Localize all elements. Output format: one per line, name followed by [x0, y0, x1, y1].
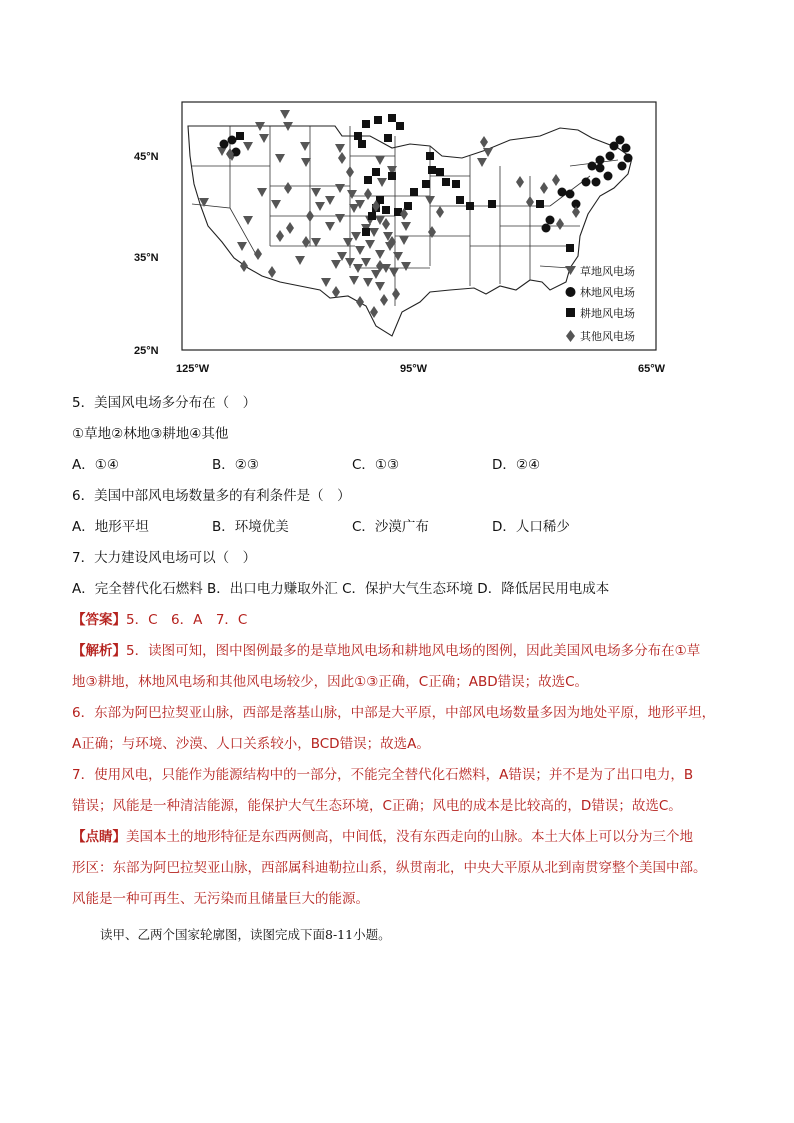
- q7-options: A．完全替代化石燃料 B．出口电力赚取外汇 C．保护大气生态环境 D．降低居民用电成本: [72, 581, 610, 597]
- legend-forest-icon: [566, 287, 576, 297]
- farmland-marker: [410, 188, 418, 196]
- farmland-marker: [428, 166, 436, 174]
- forest-marker: [542, 224, 551, 233]
- forest-marker: [622, 144, 631, 153]
- q5-items: ①草地②林地③耕地④其他: [72, 426, 229, 442]
- q6-option-b[interactable]: B．环境优美: [212, 519, 289, 535]
- analysis-tag: 【解析】: [72, 643, 126, 659]
- lat-label-45: 45°N: [134, 151, 159, 163]
- answer-tag: 【答案】: [72, 612, 126, 628]
- farmland-marker: [422, 180, 430, 188]
- tips-l1: 【点睛】美国本土的地形特征是东西两侧高，中间低，没有东西走向的山脉。本土大体上可以分为三个地: [72, 829, 693, 845]
- q5-option-d[interactable]: D．②④: [492, 457, 541, 473]
- forest-marker: [604, 172, 613, 181]
- analysis-p6-l1: 6．东部为阿巴拉契亚山脉，西部是落基山脉，中部是大平原，中部风电场数量多因为地处平原，地形平坦，: [72, 705, 716, 721]
- q7-stem: 7．大力建设风电场可以（ ）: [72, 550, 257, 566]
- forest-marker: [596, 164, 605, 173]
- q6-option-a[interactable]: A．地形平坦: [72, 519, 149, 535]
- farmland-marker: [364, 176, 372, 184]
- forest-marker: [582, 178, 591, 187]
- farmland-marker: [436, 168, 444, 176]
- farmland-marker: [456, 196, 464, 204]
- forest-marker: [546, 216, 555, 225]
- farmland-marker: [442, 178, 450, 186]
- forest-marker: [618, 162, 627, 171]
- q6-option-d[interactable]: D．人口稀少: [492, 519, 570, 535]
- farmland-marker: [374, 116, 382, 124]
- us-wind-farm-map: [130, 96, 670, 378]
- q5-options: [72, 456, 540, 474]
- next-section-intro: 读甲、乙两个国家轮廓图，读图完成下面8-11小题。: [100, 927, 391, 942]
- q6-option-c[interactable]: C．沙漠广布: [352, 519, 429, 535]
- tips-l2: 形区：东部为阿巴拉契亚山脉，西部属科迪勒拉山系，纵贯南北，中央大平原从北到南贯穿整个美国中部。: [72, 860, 707, 876]
- lon-label-65w: 65°W: [638, 363, 666, 375]
- lat-label-35: 35°N: [134, 252, 159, 264]
- analysis-p7-l1: 7．使用风电，只能作为能源结构中的一部分，不能完全替代化石燃料，A错误；并不是为了出口电力，B: [72, 767, 694, 783]
- farmland-marker: [236, 132, 244, 140]
- legend-forest: 林地风电场: [580, 286, 635, 299]
- farmland-marker: [388, 172, 396, 180]
- tips-l3: 风能是一种可再生、无污染而且储量巨大的能源。: [72, 891, 369, 907]
- answer-line: [72, 611, 247, 629]
- lon-label-95w: 95°W: [400, 363, 428, 375]
- lat-label-25: 25°N: [134, 345, 159, 357]
- farmland-marker: [382, 206, 390, 214]
- forest-marker: [588, 162, 597, 171]
- forest-marker: [624, 154, 633, 163]
- farmland-marker: [426, 152, 434, 160]
- farmland-marker: [362, 120, 370, 128]
- analysis-p5-l2: 地③耕地，林地风电场和其他风电场较少，因此①③正确，C正确；ABD错误；故选C。: [72, 674, 589, 690]
- farmland-marker: [388, 114, 396, 122]
- farmland-marker: [466, 202, 474, 210]
- q5-option-c[interactable]: C．①③: [352, 457, 400, 473]
- farmland-marker: [368, 212, 376, 220]
- analysis-p7-l2: 错误；风能是一种清洁能源，能保护大气生态环境，C正确；风电的成本是比较高的，D错误；故选C。: [72, 798, 682, 814]
- analysis-p5-l1: 【解析】5．读图可知，图中图例最多的是草地风电场和耕地风电场的图例，因此美国风电场多分布在①草: [72, 643, 701, 659]
- forest-marker: [596, 156, 605, 165]
- forest-marker: [616, 136, 625, 145]
- lon-label-125w: 125°W: [176, 363, 210, 375]
- legend-farmland: 耕地风电场: [580, 307, 635, 320]
- legend-farmland-icon: [566, 308, 575, 317]
- q6-stem: 6．美国中部风电场数量多的有利条件是（ ）: [72, 488, 351, 504]
- forest-marker: [592, 178, 601, 187]
- forest-marker: [220, 140, 229, 149]
- analysis-p6-l2: A正确；与环境、沙漠、人口关系较小，BCD错误；故选A。: [72, 736, 430, 752]
- forest-marker: [228, 136, 237, 145]
- q5-stem: 5．美国风电场多分布在（ ）: [72, 395, 257, 411]
- legend-other: 其他风电场: [580, 330, 635, 343]
- farmland-marker: [358, 140, 366, 148]
- farmland-marker: [452, 180, 460, 188]
- farmland-marker: [384, 134, 392, 142]
- farmland-marker: [488, 200, 496, 208]
- analysis-block: [72, 636, 732, 915]
- q6-options: [72, 518, 570, 536]
- legend-grassland: 草地风电场: [580, 265, 635, 278]
- farmland-marker: [536, 200, 544, 208]
- forest-marker: [606, 152, 615, 161]
- farmland-marker: [404, 202, 412, 210]
- farmland-marker: [372, 168, 380, 176]
- farmland-marker: [362, 228, 370, 236]
- tips-tag: 【点睛】: [72, 829, 126, 845]
- q5-option-b[interactable]: B．②③: [212, 457, 259, 473]
- forest-marker: [558, 188, 567, 197]
- farmland-marker: [396, 122, 404, 130]
- farmland-marker: [354, 132, 362, 140]
- q5-option-a[interactable]: A．①④: [72, 457, 119, 473]
- farmland-marker: [566, 244, 574, 252]
- answer-text: 5．C 6．A 7．C: [126, 612, 248, 628]
- forest-marker: [566, 190, 575, 199]
